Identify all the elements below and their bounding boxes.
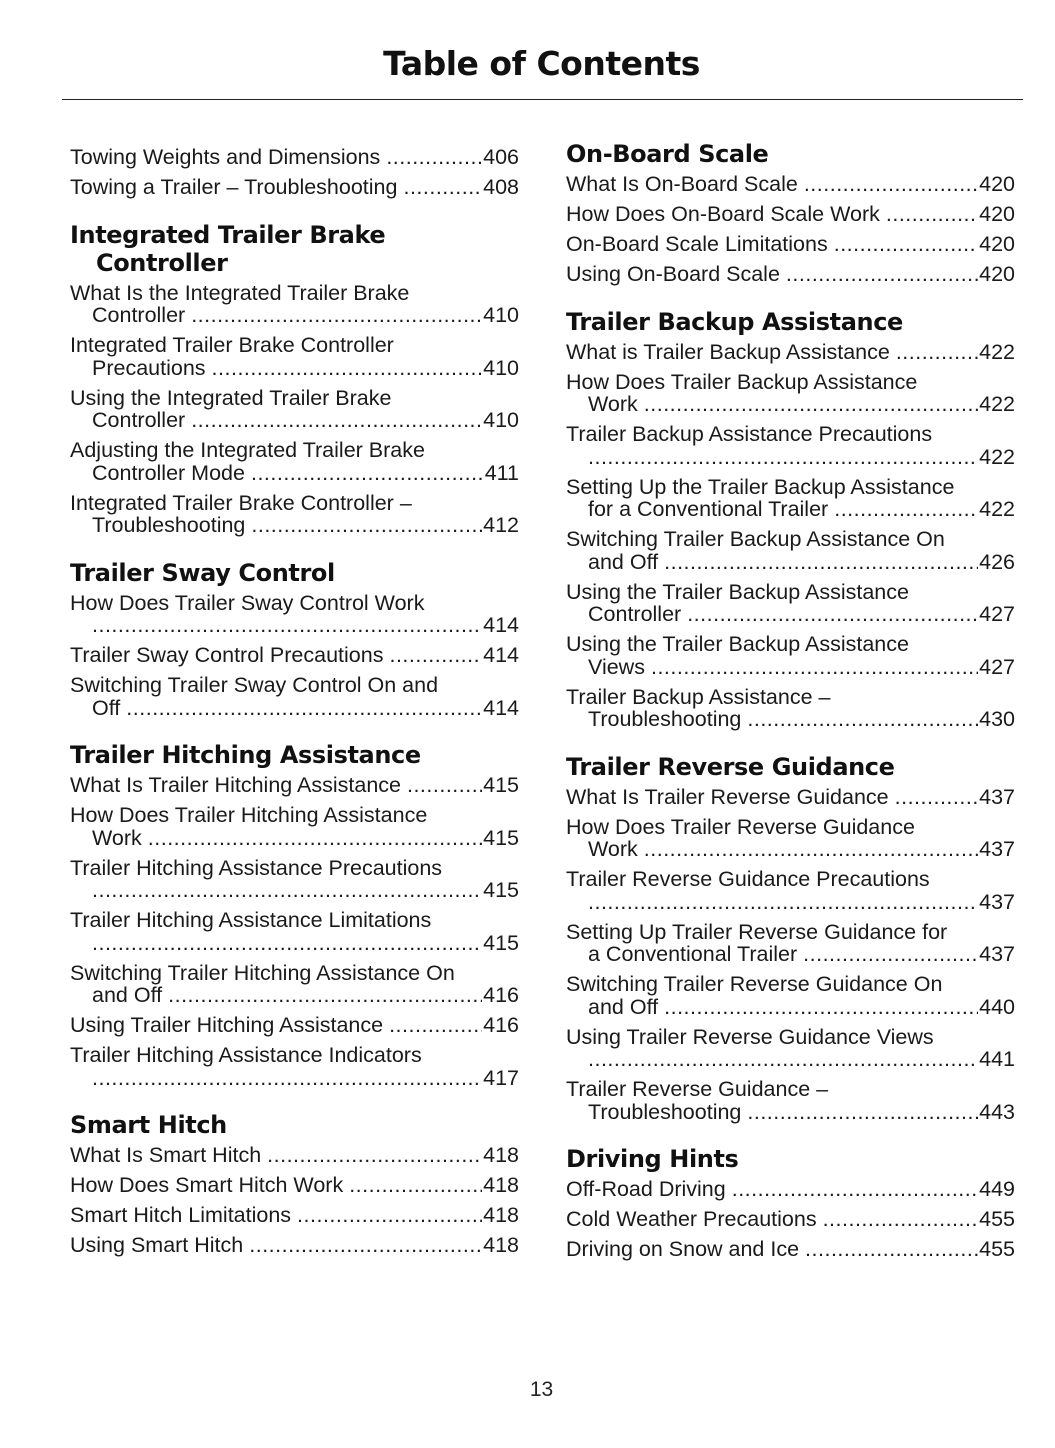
toc-entry-title: and Off — [588, 549, 659, 574]
toc-entry-line — [566, 1048, 1015, 1071]
toc-entry[interactable] — [70, 176, 519, 199]
toc-entry-title: How Does On-Board Scale Work — [566, 202, 880, 226]
toc-entry[interactable] — [70, 962, 519, 1007]
toc-page-number: 427 — [979, 654, 1015, 679]
toc-entry[interactable] — [566, 581, 1015, 626]
toc-entry-title: Views — [588, 654, 645, 679]
dot-leader — [297, 1204, 482, 1227]
toc-entry-title: What Is Smart Hitch — [70, 1143, 262, 1167]
toc-entry-line — [566, 633, 1015, 656]
dot-leader — [92, 1067, 482, 1090]
toc-entry-title: Trailer Hitching Assistance Limitations — [70, 908, 432, 932]
toc-entry-title: On-Board Scale Limitations — [566, 232, 828, 256]
toc-entry-title: Switching Trailer Sway Control On and — [70, 673, 439, 697]
toc-entry-line — [566, 1238, 1015, 1261]
dot-leader — [168, 984, 482, 1007]
dot-leader — [191, 304, 482, 327]
title-divider — [62, 99, 1023, 100]
toc-entry-title: Using Trailer Hitching Assistance — [70, 1013, 384, 1037]
toc-entry-title: Using the Trailer Backup Assistance — [566, 579, 909, 604]
dot-leader — [805, 1238, 978, 1261]
toc-entry-title: Work — [588, 837, 638, 861]
toc-entry-title: Using Trailer Reverse Guidance Views — [566, 1024, 934, 1049]
toc-entry-title: What Is Trailer Reverse Guidance — [566, 784, 889, 809]
toc-entry-title: How Does Trailer Hitching Assistance — [70, 803, 428, 827]
toc-section — [566, 308, 1015, 731]
toc-entry-line — [566, 203, 1015, 226]
toc-entry-line — [566, 973, 1015, 996]
toc-entry[interactable] — [70, 334, 519, 379]
toc-page-number: 427 — [979, 602, 1015, 626]
toc-section — [566, 1145, 1015, 1261]
toc-entry-line — [566, 891, 1015, 914]
toc-entry-line — [566, 943, 1015, 966]
toc-entry-title: Towing Weights and Dimensions — [70, 145, 381, 169]
toc-entry-line — [566, 603, 1015, 626]
toc-entry[interactable] — [70, 1014, 519, 1037]
toc-entry-line — [566, 921, 1015, 944]
toc-entry-title: Troubleshooting — [92, 513, 246, 537]
toc-page-number: 418 — [483, 1233, 519, 1257]
dot-leader — [747, 708, 978, 731]
dot-leader — [92, 879, 482, 902]
toc-entry-title: Trailer Reverse Guidance – — [566, 1077, 829, 1101]
dot-leader — [886, 203, 978, 226]
section-heading: Driving Hints — [566, 1145, 739, 1173]
toc-entry-title: for a Conventional Trailer — [588, 497, 829, 521]
toc-entry-line — [566, 393, 1015, 416]
toc-entry-line — [566, 1178, 1015, 1201]
toc-entry-title: and Off — [588, 994, 659, 1019]
dot-leader — [895, 786, 978, 809]
toc-entry-line — [70, 1204, 519, 1227]
toc-page-number: 412 — [483, 513, 519, 537]
dot-leader — [834, 233, 978, 256]
toc-entry-title: How Does Trailer Sway Control Work — [70, 590, 425, 615]
dot-leader — [92, 614, 482, 637]
toc-entry-title: What Is the Integrated Trailer Brake — [70, 280, 410, 305]
toc-entry-title: Work — [588, 392, 638, 416]
toc-entry-line — [70, 1014, 519, 1037]
dot-leader — [386, 146, 482, 169]
toc-entry-line — [70, 932, 519, 955]
toc-entry-line — [566, 581, 1015, 604]
toc-entry-title: Controller — [588, 602, 682, 626]
toc-page-number: 430 — [979, 707, 1015, 731]
toc-page-number: 422 — [979, 392, 1015, 416]
toc-entry-title: Controller — [92, 303, 186, 327]
toc-entry[interactable] — [566, 1078, 1015, 1123]
toc-entry[interactable] — [566, 1026, 1015, 1071]
toc-entry-line — [70, 282, 519, 305]
toc-entry-title: How Does Trailer Reverse Guidance — [566, 814, 915, 839]
toc-page-number: 411 — [484, 460, 519, 485]
toc-entry-line — [566, 1026, 1015, 1049]
toc-page-number: 437 — [979, 889, 1015, 914]
toc-entry[interactable] — [566, 921, 1015, 966]
toc-page-number: 437 — [979, 784, 1015, 809]
toc-entry-line — [70, 387, 519, 410]
toc-entry-title: Integrated Trailer Brake Controller — [70, 333, 394, 357]
toc-page-number: 420 — [979, 202, 1015, 226]
toc-section — [566, 753, 1015, 1124]
toc-entry-line — [566, 263, 1015, 286]
toc-page-number: 408 — [483, 175, 519, 199]
toc-entry-title: Switching Trailer Backup Assistance On — [566, 527, 945, 551]
toc-section — [70, 221, 519, 537]
toc-entry-line — [70, 857, 519, 880]
toc-page-number: 414 — [483, 613, 519, 637]
toc-entry[interactable] — [566, 686, 1015, 731]
toc-page-number: 441 — [979, 1047, 1015, 1071]
toc-entry-title: Trailer Backup Assistance Precautions — [566, 422, 933, 446]
toc-entry[interactable] — [70, 146, 519, 169]
toc-entry-line — [566, 868, 1015, 891]
toc-entry-title: Off-Road Driving — [566, 1177, 726, 1201]
toc-entry-line — [566, 341, 1015, 364]
toc-right-column — [566, 140, 1015, 1283]
toc-entry-line — [70, 462, 519, 485]
toc-entry[interactable] — [70, 492, 519, 537]
toc-page-number: 414 — [483, 643, 519, 667]
toc-entry-line — [70, 492, 519, 515]
page-title: Table of Contents — [383, 44, 700, 83]
toc-entry-line — [70, 409, 519, 432]
toc-entry-title: Trailer Hitching Assistance Precautions — [70, 855, 443, 880]
toc-entry-line — [566, 371, 1015, 394]
toc-page-number: 422 — [979, 444, 1015, 469]
toc-entry-title: Troubleshooting — [588, 1099, 742, 1124]
toc-entry-line — [566, 528, 1015, 551]
toc-entry[interactable] — [70, 1204, 519, 1227]
toc-entry-line — [566, 498, 1015, 521]
dot-leader — [403, 176, 482, 199]
dot-leader — [664, 996, 978, 1019]
dot-leader — [349, 1174, 482, 1197]
toc-entry-line — [70, 984, 519, 1007]
toc-entry[interactable] — [70, 774, 519, 797]
toc-entry[interactable] — [70, 1044, 519, 1089]
toc-left-column — [70, 140, 519, 1279]
toc-entry[interactable] — [70, 1234, 519, 1257]
toc-entry-line — [70, 304, 519, 327]
toc-page-number: 418 — [483, 1203, 519, 1227]
toc-entry[interactable] — [566, 263, 1015, 286]
toc-section — [566, 140, 1015, 286]
dot-leader — [251, 462, 484, 485]
toc-entry-title: Trailer Sway Control Precautions — [70, 643, 384, 667]
toc-entry-line — [70, 804, 519, 827]
toc-entry-line — [70, 1144, 519, 1167]
toc-entry-line — [566, 446, 1015, 469]
dot-leader — [389, 1014, 482, 1037]
dot-leader — [823, 1208, 979, 1231]
toc-entry-title: Using Smart Hitch — [70, 1233, 244, 1257]
toc-entry-title: Trailer Backup Assistance – — [566, 684, 831, 709]
toc-page-number: 420 — [979, 232, 1015, 256]
toc-entry-title: How Does Smart Hitch Work — [70, 1173, 344, 1197]
toc-entry-title: Using the Trailer Backup Assistance — [566, 632, 909, 656]
toc-entry[interactable] — [566, 633, 1015, 678]
toc-entry-line — [70, 674, 519, 697]
toc-entry-line — [70, 879, 519, 902]
dot-leader — [588, 891, 978, 914]
toc-entry-title: Work — [92, 825, 142, 850]
toc-page-number: 420 — [979, 172, 1015, 196]
toc-section — [70, 741, 519, 1089]
dot-leader — [804, 173, 978, 196]
toc-page-number: 443 — [979, 1099, 1015, 1124]
toc-entry[interactable] — [70, 804, 519, 849]
toc-entry-title: Setting Up Trailer Reverse Guidance for — [566, 919, 948, 944]
toc-entry-title: Off — [92, 695, 121, 720]
toc-page-number: 415 — [483, 878, 519, 902]
toc-entry-title: What Is Trailer Hitching Assistance — [70, 773, 401, 797]
toc-entry-title: Trailer Hitching Assistance Indicators — [70, 1043, 422, 1067]
section-heading: Trailer Hitching Assistance — [70, 741, 421, 769]
toc-entry[interactable] — [566, 528, 1015, 573]
toc-page-number: 437 — [979, 942, 1015, 966]
toc-entry-line — [566, 476, 1015, 499]
toc-entry[interactable] — [70, 909, 519, 954]
toc-entry[interactable] — [70, 674, 519, 719]
dot-leader — [249, 1234, 482, 1257]
toc-entry-line — [70, 962, 519, 985]
toc-entry-line — [566, 686, 1015, 709]
toc-page-number: 410 — [483, 408, 519, 432]
toc-entry-title: How Does Trailer Backup Assistance — [566, 369, 918, 394]
toc-entry[interactable] — [566, 341, 1015, 364]
toc-entry-title: Adjusting the Integrated Trailer Brake — [70, 438, 425, 462]
toc-entry[interactable] — [566, 203, 1015, 226]
toc-page-number: 455 — [979, 1207, 1015, 1231]
dot-leader — [687, 603, 978, 626]
toc-entry[interactable] — [566, 1178, 1015, 1201]
section-heading: Trailer Sway Control — [70, 558, 335, 587]
section-heading: Integrated Trailer Brake Controller — [70, 220, 386, 277]
dot-leader — [92, 932, 482, 955]
toc-entry[interactable] — [70, 387, 519, 432]
toc-entry-line — [70, 357, 519, 380]
toc-entry-line — [70, 827, 519, 850]
toc-entry[interactable] — [70, 1174, 519, 1197]
dot-leader — [126, 697, 482, 720]
dot-leader — [644, 393, 978, 416]
toc-page-number: 416 — [483, 1013, 519, 1037]
dot-leader — [389, 644, 482, 667]
dot-leader — [834, 498, 978, 521]
toc-entry-line — [566, 996, 1015, 1019]
toc-entry[interactable] — [566, 973, 1015, 1018]
toc-page-number: 406 — [483, 145, 519, 169]
toc-entry-line — [566, 1078, 1015, 1101]
toc-entry-line — [70, 592, 519, 615]
toc-page-number: 420 — [979, 262, 1015, 286]
toc-page-number: 449 — [979, 1177, 1015, 1201]
toc-page-number: 410 — [483, 355, 519, 380]
toc-entry-line — [566, 816, 1015, 839]
toc-entry-line — [566, 1208, 1015, 1231]
toc-entry-line — [70, 1234, 519, 1257]
toc-page-number: 414 — [483, 695, 519, 720]
toc-entry-title: Using the Integrated Trailer Brake — [70, 385, 392, 410]
toc-entry[interactable] — [566, 786, 1015, 809]
dot-leader — [651, 656, 978, 679]
toc-entry-line — [70, 146, 519, 169]
toc-entry-line — [566, 656, 1015, 679]
toc-entry-line — [70, 334, 519, 357]
dot-leader — [786, 263, 978, 286]
toc-page-number: 417 — [483, 1065, 519, 1090]
toc-entry-line — [566, 838, 1015, 861]
toc-page-number: 418 — [483, 1143, 519, 1167]
toc-entry-title: Controller Mode — [92, 460, 245, 485]
toc-entry-title: Cold Weather Precautions — [566, 1207, 817, 1231]
toc-entry-line — [566, 173, 1015, 196]
toc-entry-title: Using On-Board Scale — [566, 262, 780, 286]
toc-entry-line — [70, 774, 519, 797]
dot-leader — [664, 551, 978, 574]
dot-leader — [588, 446, 978, 469]
toc-entry-line — [566, 423, 1015, 446]
toc-entry-line — [70, 514, 519, 537]
toc-page-number: 437 — [979, 837, 1015, 861]
toc-entry-title: Precautions — [92, 355, 206, 380]
toc-entry-line — [70, 909, 519, 932]
toc-entry-title: Driving on Snow and Ice — [566, 1237, 800, 1261]
toc-entry[interactable] — [566, 1238, 1015, 1261]
dot-leader — [407, 774, 482, 797]
toc-entry-title: Trailer Reverse Guidance Precautions — [566, 867, 930, 891]
toc-entry-title: and Off — [92, 983, 163, 1007]
toc-entry-line — [566, 786, 1015, 809]
toc-entry-title: Integrated Trailer Brake Controller – — [70, 490, 412, 515]
toc-entry-line — [566, 233, 1015, 256]
toc-entry-line — [566, 1101, 1015, 1124]
toc-entry-title: Controller — [92, 408, 186, 432]
toc-entry[interactable] — [566, 476, 1015, 521]
section-heading: On-Board Scale — [566, 140, 769, 168]
toc-entry-line — [70, 1067, 519, 1090]
section-heading: Trailer Backup Assistance — [566, 307, 903, 336]
toc-entry-line — [70, 1044, 519, 1067]
toc-page-number: 440 — [979, 994, 1015, 1019]
toc-entry-title: Towing a Trailer – Troubleshooting — [70, 175, 398, 199]
toc-entry[interactable] — [70, 857, 519, 902]
toc-entry-line — [70, 697, 519, 720]
toc-page-number: 455 — [979, 1237, 1015, 1261]
toc-page-number: 426 — [979, 549, 1015, 574]
toc-entry-line — [70, 176, 519, 199]
toc-entry[interactable] — [70, 282, 519, 327]
toc-entry[interactable] — [566, 1208, 1015, 1231]
toc-page-number: 415 — [483, 825, 519, 850]
toc-entry[interactable] — [70, 644, 519, 667]
toc-page-number: 422 — [979, 497, 1015, 521]
dot-leader — [747, 1101, 978, 1124]
dot-leader — [588, 1048, 978, 1071]
toc-entry-title: Smart Hitch Limitations — [70, 1203, 292, 1227]
toc-entry-title: Troubleshooting — [588, 707, 742, 731]
toc-entry-title: Switching Trailer Hitching Assistance On — [70, 960, 455, 985]
toc-entry-line — [566, 551, 1015, 574]
dot-leader — [896, 341, 978, 364]
toc-entry[interactable] — [566, 371, 1015, 416]
section-heading: Smart Hitch — [70, 1111, 227, 1139]
toc-entry[interactable] — [566, 423, 1015, 468]
page-number: 13 — [529, 1378, 554, 1401]
toc-entry-line — [70, 644, 519, 667]
section-heading: Trailer Reverse Guidance — [566, 752, 895, 781]
toc-section — [70, 559, 519, 720]
toc-entry[interactable] — [566, 868, 1015, 913]
toc-page-number: 410 — [483, 303, 519, 327]
dot-leader — [732, 1178, 978, 1201]
toc-entry-line — [70, 614, 519, 637]
toc-section — [70, 146, 519, 199]
toc-entry-title: What Is On-Board Scale — [566, 172, 798, 196]
dot-leader — [267, 1144, 482, 1167]
toc-entry[interactable] — [70, 1144, 519, 1167]
toc-page-number: 416 — [483, 983, 519, 1007]
toc-entry-title: Switching Trailer Reverse Guidance On — [566, 972, 943, 996]
dot-leader — [148, 827, 482, 850]
toc-entry-line — [566, 708, 1015, 731]
dot-leader — [212, 357, 483, 380]
toc-entry[interactable] — [70, 439, 519, 484]
toc-entry[interactable] — [566, 816, 1015, 861]
dot-leader — [191, 409, 482, 432]
toc-entry-line — [70, 439, 519, 462]
toc-entry-title: What is Trailer Backup Assistance — [566, 339, 890, 364]
toc-page-number: 422 — [979, 339, 1015, 364]
dot-leader — [644, 838, 978, 861]
toc-entry[interactable] — [70, 592, 519, 637]
toc-page-number: 415 — [483, 930, 519, 955]
toc-page-number: 415 — [483, 773, 519, 797]
toc-entry-line — [70, 1174, 519, 1197]
toc-entry[interactable] — [566, 173, 1015, 196]
toc-entry[interactable] — [566, 233, 1015, 256]
toc-section — [70, 1111, 519, 1257]
toc-entry-title: Setting Up the Trailer Backup Assistance — [566, 474, 955, 499]
toc-page-number: 418 — [483, 1173, 519, 1197]
toc-entry-title: a Conventional Trailer — [588, 942, 798, 966]
dot-leader — [803, 943, 978, 966]
dot-leader — [251, 514, 482, 537]
